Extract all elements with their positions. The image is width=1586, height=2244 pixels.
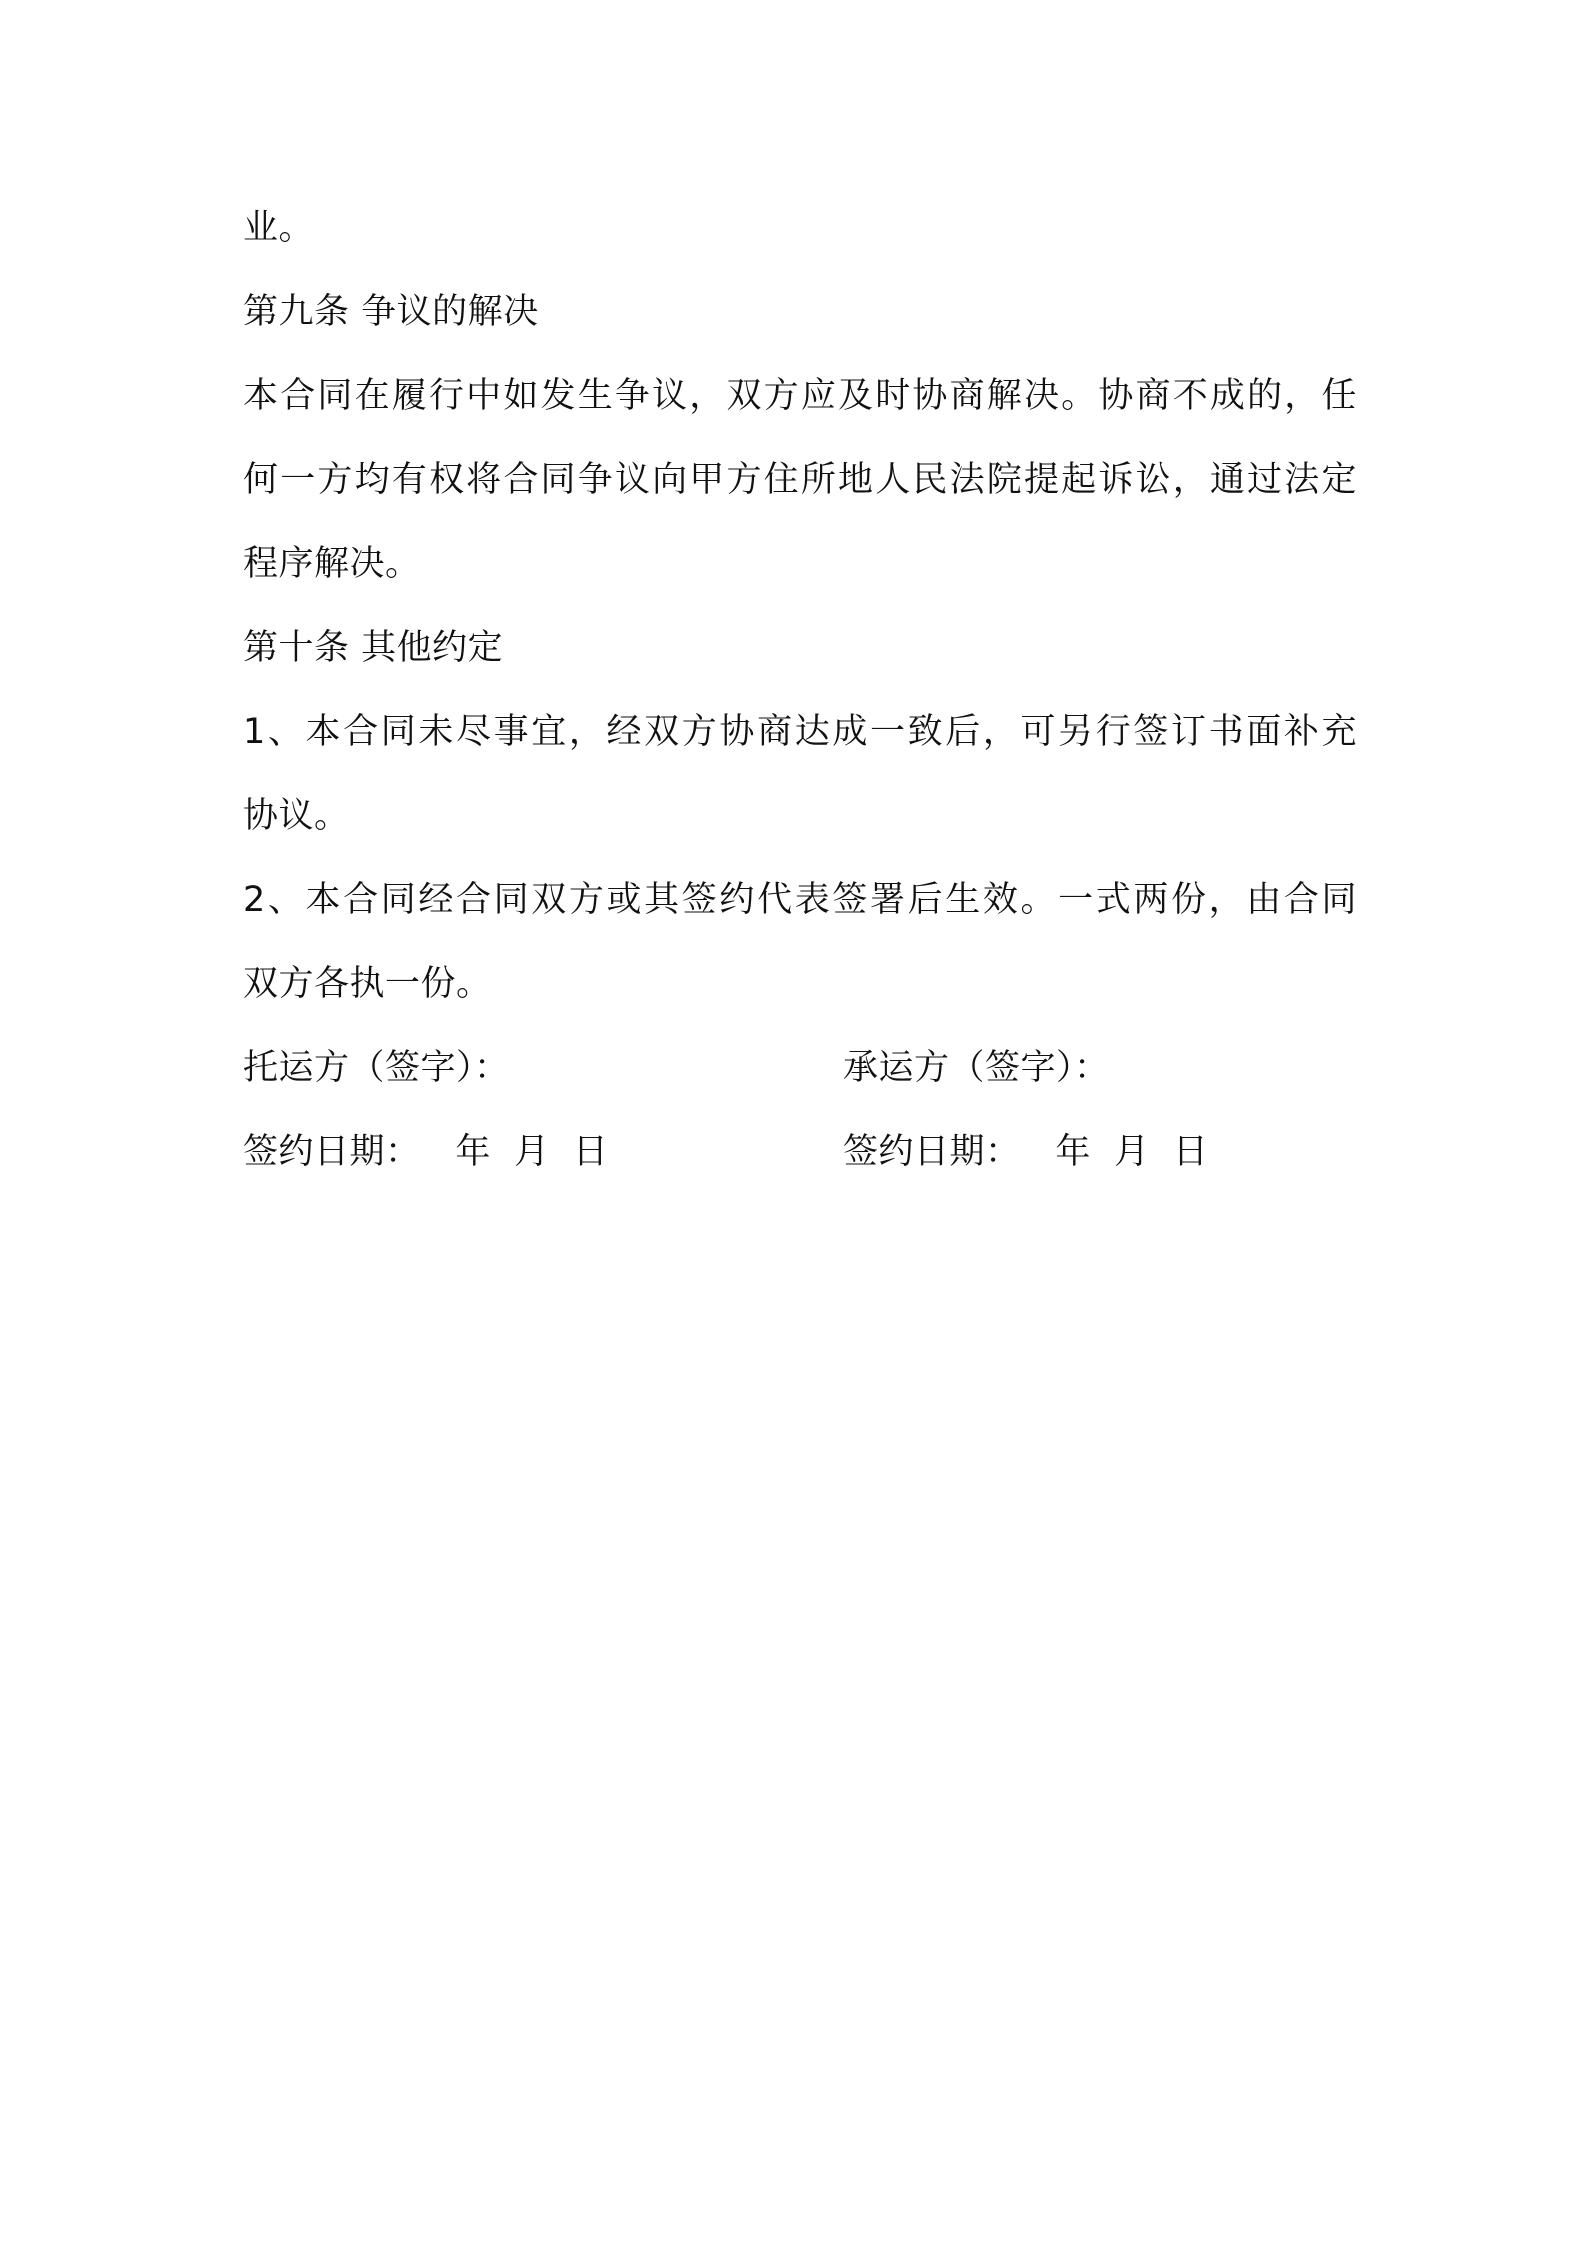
clause-line: 1、本合同未尽事宜，经双方协商达成一致后，可另行签订书面补充: [243, 712, 1357, 752]
shipper-signature-label: 托运方（签字）：: [243, 1048, 510, 1088]
body-line: 何一方均有权将合同争议向甲方住所地人民法院提起诉讼，通过法定: [243, 460, 1357, 500]
article-heading: 第九条 争议的解决: [243, 292, 539, 332]
body-line: 业。: [243, 208, 315, 248]
body-line: 程序解决。: [243, 544, 421, 584]
carrier-signature-date: 签约日期： 年 月 日: [843, 1132, 1209, 1172]
clause-line: 协议。: [243, 796, 350, 836]
clause-line: 2、本合同经合同双方或其签约代表签署后生效。一式两份，由合同: [243, 880, 1357, 920]
shipper-signature-date: 签约日期： 年 月 日: [243, 1132, 609, 1172]
clause-line: 双方各执一份。: [243, 964, 492, 1004]
article-heading: 第十条 其他约定: [243, 628, 504, 668]
body-line: 本合同在履行中如发生争议，双方应及时协商解决。协商不成的，任: [243, 376, 1357, 416]
carrier-signature-label: 承运方（签字）：: [843, 1048, 1110, 1088]
